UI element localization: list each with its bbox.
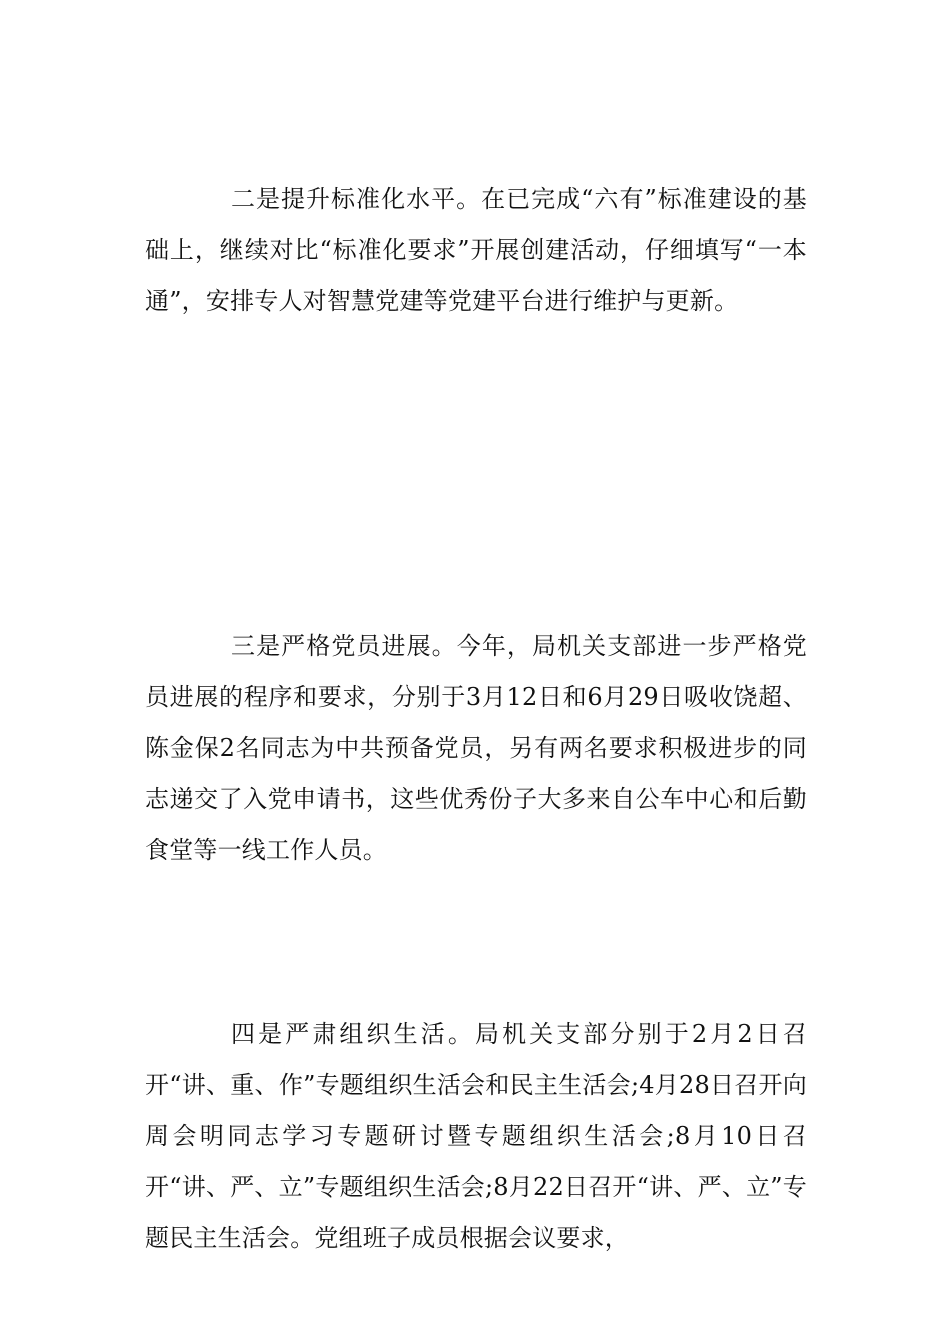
paragraph-party-member-development: 三是严格党员进展。今年，局机关支部进一步严格党员进展的程序和要求，分别于3月12日和6月29日吸收饶超、陈金保2名同志为中共预备党员，另有两名要求积极进步的同志递交了入党申请书，这些优秀份子大多来自公车中心和后勤食堂等一线工作人员。 bbox=[145, 632, 807, 864]
paragraph-standardization: 二是提升标准化水平。在已完成“六有”标准建设的基础上，继续对比“标准化要求”开展创建活动，仔细填写“一本通”，安排专人对智慧党建等党建平台进行维护与更新。 bbox=[145, 185, 807, 315]
paragraph-organizational-life: 四是严肃组织生活。局机关支部分别于2月2日召开“讲、重、作”专题组织生活会和民主生活会;4月28日召开向周会明同志学习专题研讨暨专题组织生活会;8月10日召开“讲、严、立”专题组织生活会;8月22日召开“讲、严、立”专题民主生活会。党组班子成员根据会议要求， bbox=[145, 1020, 807, 1252]
